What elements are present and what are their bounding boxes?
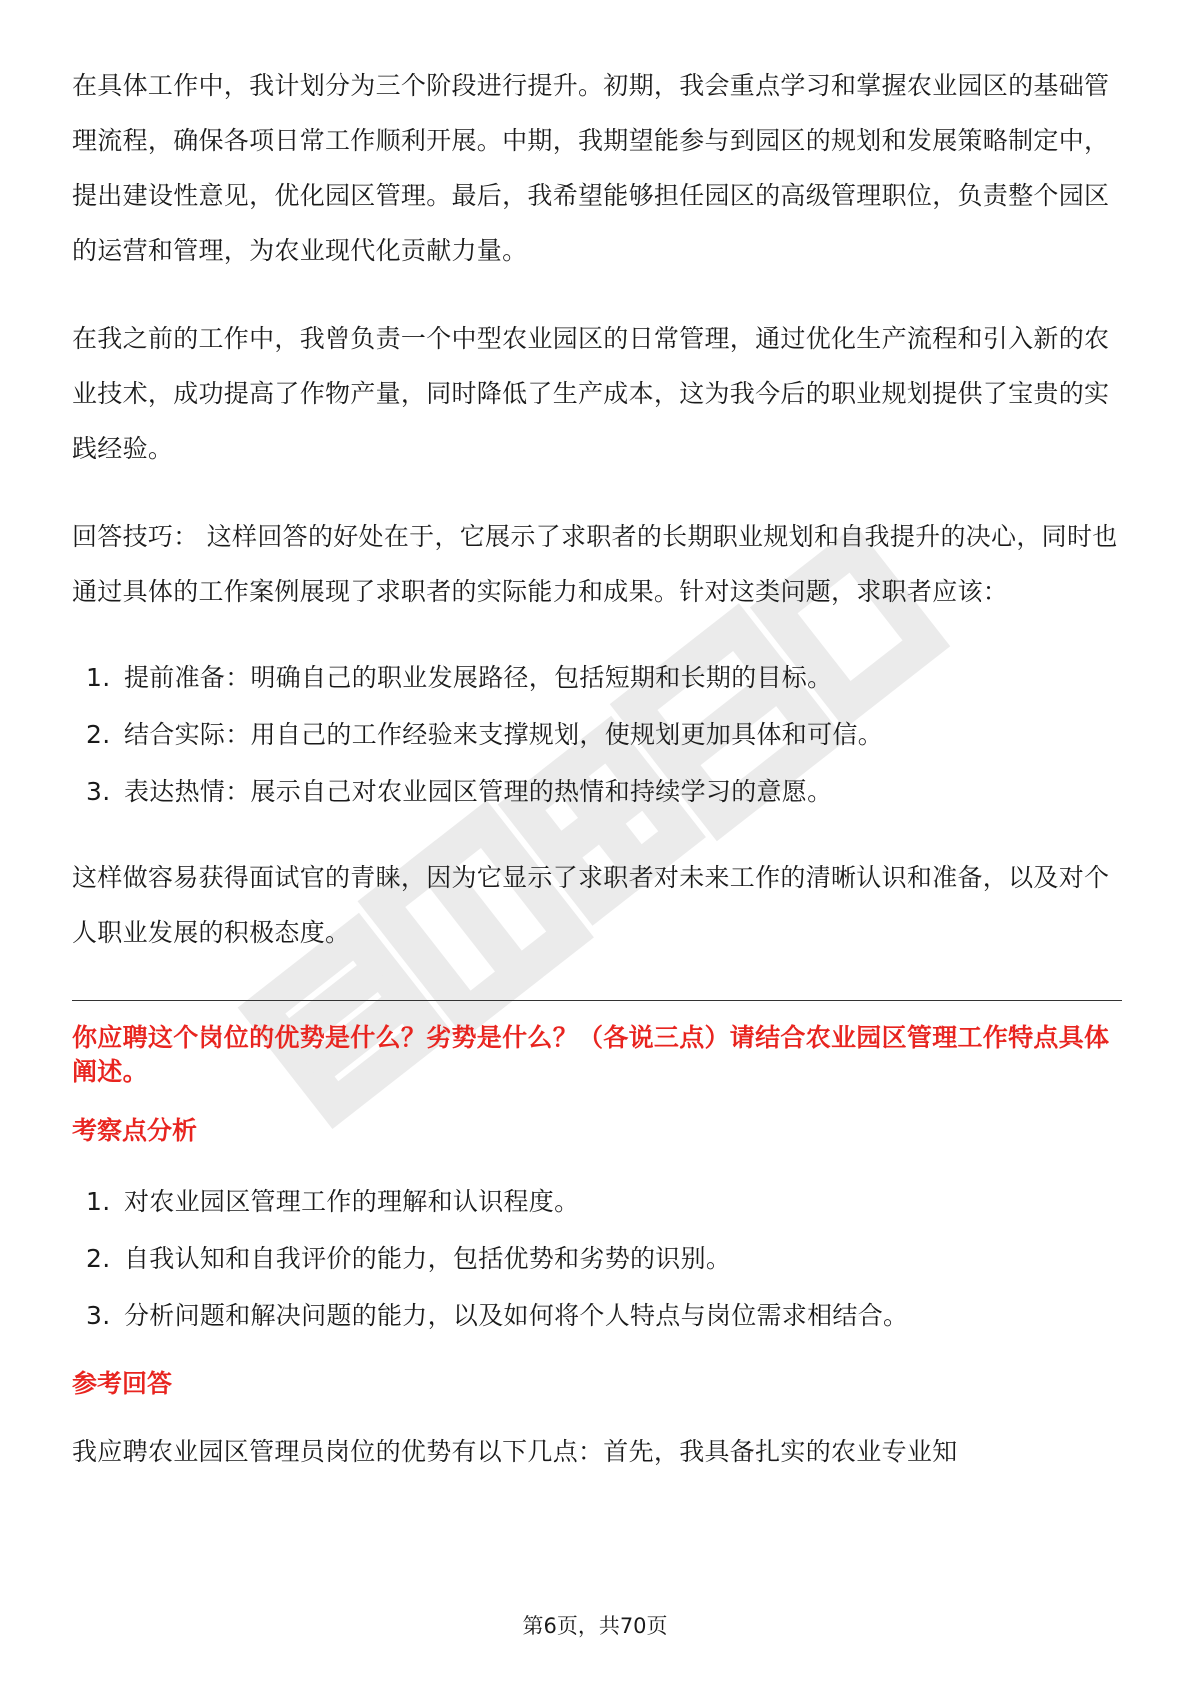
page-content — [72, 58, 1122, 1479]
analysis-list — [72, 1173, 1122, 1344]
list-item: 3. 表达热情：展示自己对农业园区管理的热情和持续学习的意愿。 — [86, 777, 833, 806]
page-number: 第6页，共70页 — [522, 1614, 668, 1638]
paragraph-plan: 在具体工作中，我计划分为三个阶段进行提升。初期，我会重点学习和掌握农业园区的基础管理流程，确保各项日常工作顺利开展。中期，我期望能参与到园区的规划和发展策略制定中，提出建设性意见，优化园区管理。最后，我希望能够担任园区的高级管理职位，负责整个园区的运营和管理，为农业现代化贡献力量。 — [72, 71, 1110, 265]
tips-list — [72, 649, 1122, 820]
list-item: 1. 对农业园区管理工作的理解和认识程度。 — [86, 1187, 580, 1216]
answer-heading: 参考回答 — [72, 1369, 173, 1398]
question-title: 你应聘这个岗位的优势是什么？劣势是什么？（各说三点）请结合农业园区管理工作特点具体阐述。 — [72, 1023, 1110, 1086]
list-item: 2. 结合实际：用自己的工作经验来支撑规划，使规划更加具体和可信。 — [86, 720, 884, 749]
list-item: 3. 分析问题和解决问题的能力，以及如何将个人特点与岗位需求相结合。 — [86, 1301, 909, 1330]
list-item: 2. 自我认知和自我评价的能力，包括优势和劣势的识别。 — [86, 1244, 732, 1273]
paragraph-answer-start: 我应聘农业园区管理员岗位的优势有以下几点：首先，我具备扎实的农业专业知 — [72, 1437, 958, 1466]
list-item: 1. 提前准备：明确自己的职业发展路径，包括短期和长期的目标。 — [86, 663, 833, 692]
paragraph-conclusion: 这样做容易获得面试官的青睐，因为它显示了求职者对未来工作的清晰认识和准备，以及对个人职业发展的积极态度。 — [72, 863, 1110, 947]
paragraph-answer-tips: 回答技巧： 这样回答的好处在于，它展示了求职者的长期职业规划和自我提升的决心，同时也通过具体的工作案例展现了求职者的实际能力和成果。针对这类问题，求职者应该： — [72, 522, 1118, 606]
analysis-heading: 考察点分析 — [72, 1116, 198, 1145]
paragraph-experience: 在我之前的工作中，我曾负责一个中型农业园区的日常管理，通过优化生产流程和引入新的农业技术，成功提高了作物产量，同时降低了生产成本，这为我今后的职业规划提供了宝贵的实践经验。 — [72, 324, 1110, 463]
